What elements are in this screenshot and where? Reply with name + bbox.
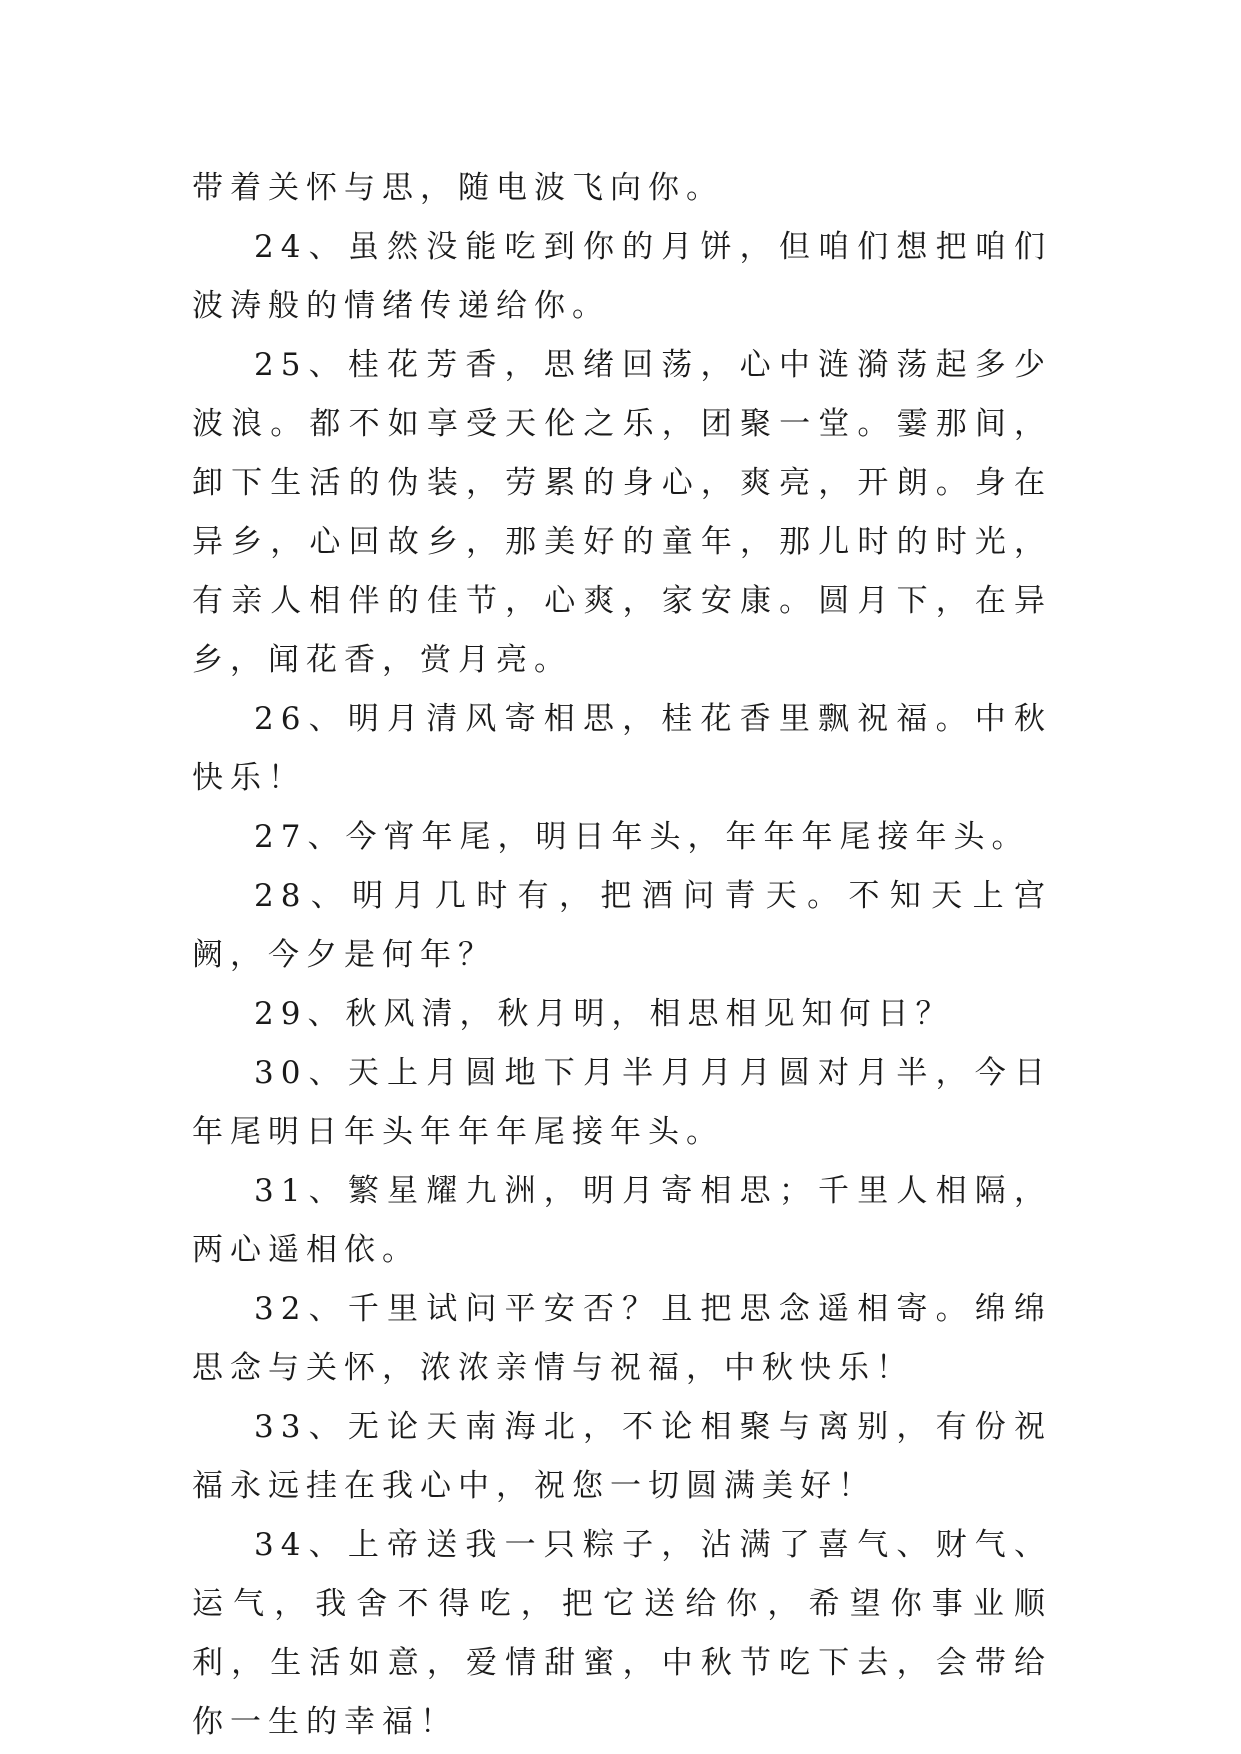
paragraph-item-25: 25、桂花芳香，思绪回荡，心中涟漪荡起多少波浪。都不如享受天伦之乐，团聚一堂。霎那间，卸下生活的伪装，劳累的身心，爽亮，开朗。身在异乡，心回故乡，那美好的童年，那儿时的时光，有亲人相伴的佳节，心爽，家安康。圆月下，在异乡，闻花香，赏月亮。 [192,347,1052,678]
paragraph-item-34: 34、上帝送我一只粽子，沾满了喜气、财气、运气，我舍不得吃，把它送给你，希望你事业顺利，生活如意，爱情甜蜜，中秋节吃下去，会带给你一生的幸福！ [192,1527,1052,1740]
paragraph-item-28: 28、明月几时有，把酒问青天。不知天上宫阙，今夕是何年？ [192,878,1052,973]
paragraph-item-26: 26、明月清风寄相思，桂花香里飘祝福。中秋快乐！ [192,701,1052,796]
paragraph-item-27: 27、今宵年尾，明日年头，年年年尾接年头。 [254,819,1030,855]
document-body [192,159,1052,1752]
paragraph-item-31: 31、繁星耀九洲，明月寄相思；千里人相隔，两心遥相依。 [192,1173,1052,1268]
paragraph-item-32: 32、千里试问平安否？且把思念遥相寄。绵绵思念与关怀，浓浓亲情与祝福，中秋快乐！ [192,1291,1052,1386]
paragraph-item-24: 24、虽然没能吃到你的月饼，但咱们想把咱们波涛般的情绪传递给你。 [192,229,1052,324]
paragraph-continuation: 带着关怀与思，随电波飞向你。 [192,170,724,206]
paragraph-item-29: 29、秋风清，秋月明，相思相见知何日？ [254,996,954,1032]
paragraph-item-30: 30、天上月圆地下月半月月月圆对月半，今日年尾明日年头年年年尾接年头。 [192,1055,1052,1150]
paragraph-item-33: 33、无论天南海北，不论相聚与离别，有份祝福永远挂在我心中，祝您一切圆满美好！ [192,1409,1052,1504]
